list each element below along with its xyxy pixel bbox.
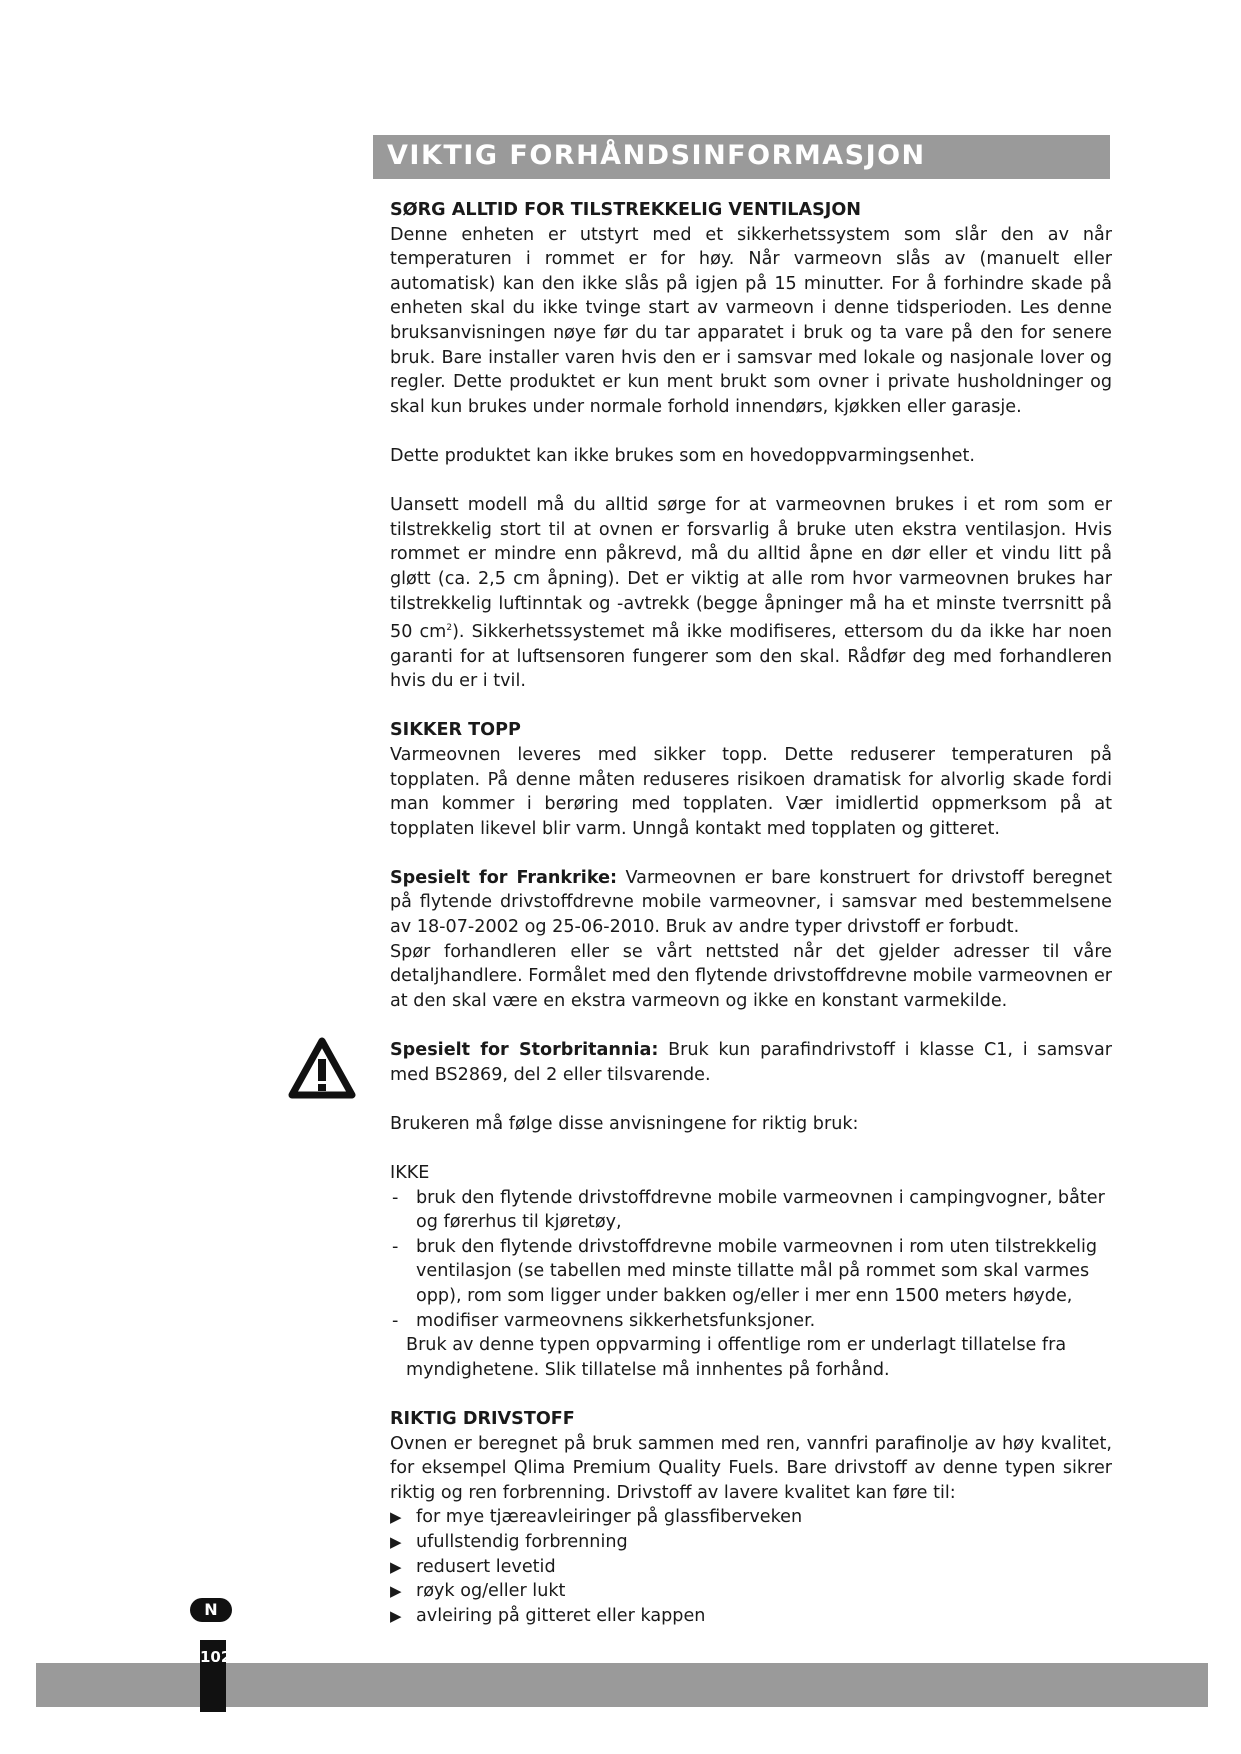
ikke-item-text: bruk den flytende drivstoffdrevne mobile varmeovnen i rom uten tilstrekkelig ventilasjon (se tabellen med minste tillatte mål på rommet som skal varmes opp), rom som ligger under bakken og/eller i mer enn 1500 meters høyde, (416, 1236, 1098, 1306)
fuel-bullet (390, 1604, 1112, 1629)
ikke-item-text: bruk den flytende drivstoffdrevne mobile varmeovnen i campingvogner, båter og førerhus til kjøretøy, (416, 1187, 1105, 1233)
uk-label: Spesielt for Storbritannia: (390, 1040, 659, 1061)
fuel-heading: RIKTIG DRIVSTOFF (390, 1408, 575, 1429)
fuel-bullet-text: avleiring på gitteret eller kappen (416, 1605, 706, 1626)
safe-top-heading: SIKKER TOPP (390, 720, 521, 741)
page-title: VIKTIG FORHÅNDSINFORMASJON (387, 140, 926, 171)
ventilation-paragraph-3a: Uansett modell må du alltid sørge for at varmeovnen brukes i et rom som er tilstrekkelig stort til at ovnen er forsvarlig å bruke uten ekstra ventilasjon. Hvis rommet er mindre enn påkrevd, må du alltid åpne en dør eller et vindu litt på gløtt (ca. 2,5 cm åpning). Det er viktig at alle rom hvor varmeovnen brukes har tilstrekkelig luftinntak og -avtrekk (begge åpninger må ha et minste tverrsnitt på 50 cm (390, 495, 1112, 642)
fuel-bullet (390, 1555, 1112, 1580)
ikke-list-item: - bruk den flytende drivstoffdrevne mobile varmeovnen i campingvogner, båter og førerhus til kjøretøy, (392, 1187, 1105, 1233)
play-arrow-icon: ▶ (390, 1557, 402, 1576)
language-badge: N (190, 1598, 232, 1622)
play-arrow-icon: ▶ (390, 1508, 402, 1527)
ventilation-heading: SØRG ALLTID FOR TILSTREKKELIG VENTILASJON (390, 200, 862, 220)
usage-intro: Brukeren må følge disse anvisningene for riktig bruk: (390, 1113, 859, 1134)
fuel-bullet (390, 1579, 1112, 1604)
ikke-list-item: - modifiser varmeovnens sikkerhetsfunksjoner. (392, 1310, 816, 1331)
france-text-1: Varmeovnen er bare konstruert for drivstoff beregnet på flytende drivstoffdrevne mobile varmeovner, i samsvar med bestemmelsene av 18-07-2002 og 25-06-2010. Bruk av andre typer drivstoff er forbudt. (390, 867, 1112, 938)
france-label: Spesielt for Frankrike: (390, 867, 618, 888)
page-number: 102 (200, 1640, 226, 1712)
ventilation-paragraph-3b: ). Sikkerhetssystemet må ikke modifiseres, ettersom du da ikke har noen garanti for at luftsensoren fungerer som den skal. Rådfør deg med forhandleren hvis du er i tvil. (390, 621, 1112, 692)
ventilation-paragraph-1: Denne enheten er utstyrt med et sikkerhetssystem som slår den av når temperaturen i rommet er for høy. Når varmeovn slås av (manuelt eller automatisk) kan den ikke slås på igjen på 15 minutter. For å forhindre skade på enheten skal du ikke tvinge start av varmeovn i denne tidsperioden. Les denne bruksanvisningen nøye før du tar apparatet i bruk og ta vare på den for senere bruk. Bare installer varen hvis den er i samsvar med lokale og nasjonale lover og regler. Dette produktet er kun ment brukt som ovner i private husholdninger og skal kun brukes under normale forhold innendørs, kjøkken eller garasje. (390, 224, 1112, 417)
fuel-bullet (390, 1505, 1112, 1530)
ventilation-paragraph-2: Dette produktet kan ikke brukes som en hovedoppvarmingsenhet. (390, 445, 975, 466)
ikke-list-item: - bruk den flytende drivstoffdrevne mobile varmeovnen i rom uten tilstrekkelig ventilasjon (se tabellen med minste tillatte mål på rommet som skal varmes opp), rom som ligger under bakken og/eller i mer enn 1500 meters høyde, (392, 1236, 1098, 1306)
ventilation-paragraph-3 (390, 493, 1112, 694)
fuel-bullet-text: redusert levetid (416, 1556, 556, 1577)
main-content (390, 198, 1112, 1628)
superscript-2: 2 (446, 623, 453, 634)
ikke-label: IKKE (390, 1163, 430, 1184)
france-text-2: Spør forhandleren eller se vårt nettsted når det gjelder adresser til våre detaljhandlere. Formålet med den flytende drivstoffdrevne mobile varmeovnen er at den skal være en ekstra varmeovn og ikke en konstant varmekilde. (390, 941, 1112, 1011)
permit-note: Bruk av denne typen oppvarming i offentlige rom er underlagt tillatelse fra myndighetene. Slik tillatelse må innhentes på forhånd. (406, 1335, 1067, 1380)
ikke-item-text: modifiser varmeovnens sikkerhetsfunksjoner. (416, 1310, 816, 1331)
play-arrow-icon: ▶ (390, 1532, 402, 1551)
section-title-bar (373, 135, 1110, 179)
fuel-bullet-text: ufullstendig forbrenning (416, 1531, 628, 1552)
france-paragraph (390, 866, 1112, 940)
uk-text: Bruk kun parafindrivstoff i klasse C1, i samsvar med BS2869, del 2 eller tilsvarende. (390, 1040, 1112, 1085)
safe-top-paragraph: Varmeovnen leveres med sikker topp. Dette reduserer temperaturen på topplaten. På denne måten reduseres risikoen dramatisk for alvorlig skade fordi man kommer i berøring med topplaten. Vær imidlertid oppmerksom på at topplaten likevel blir varm. Unngå kontakt med topplaten og gitteret. (390, 744, 1112, 839)
fuel-paragraph: Ovnen er beregnet på bruk sammen med ren, vannfri parafinolje av høy kvalitet, for eksempel Qlima Premium Quality Fuels. Bare drivstoff av denne typen sikrer riktig og ren forbrenning. Drivstoff av lavere kvalitet kan føre til: (390, 1433, 1112, 1503)
play-arrow-icon: ▶ (390, 1606, 402, 1625)
play-arrow-icon: ▶ (390, 1582, 402, 1601)
fuel-bullet (390, 1530, 1112, 1555)
warning-triangle-icon (288, 1037, 356, 1099)
uk-paragraph (390, 1038, 1112, 1087)
fuel-bullet-text: for mye tjæreavleiringer på glassfiberveken (416, 1507, 803, 1528)
fuel-bullet-text: røyk og/eller lukt (416, 1581, 566, 1602)
